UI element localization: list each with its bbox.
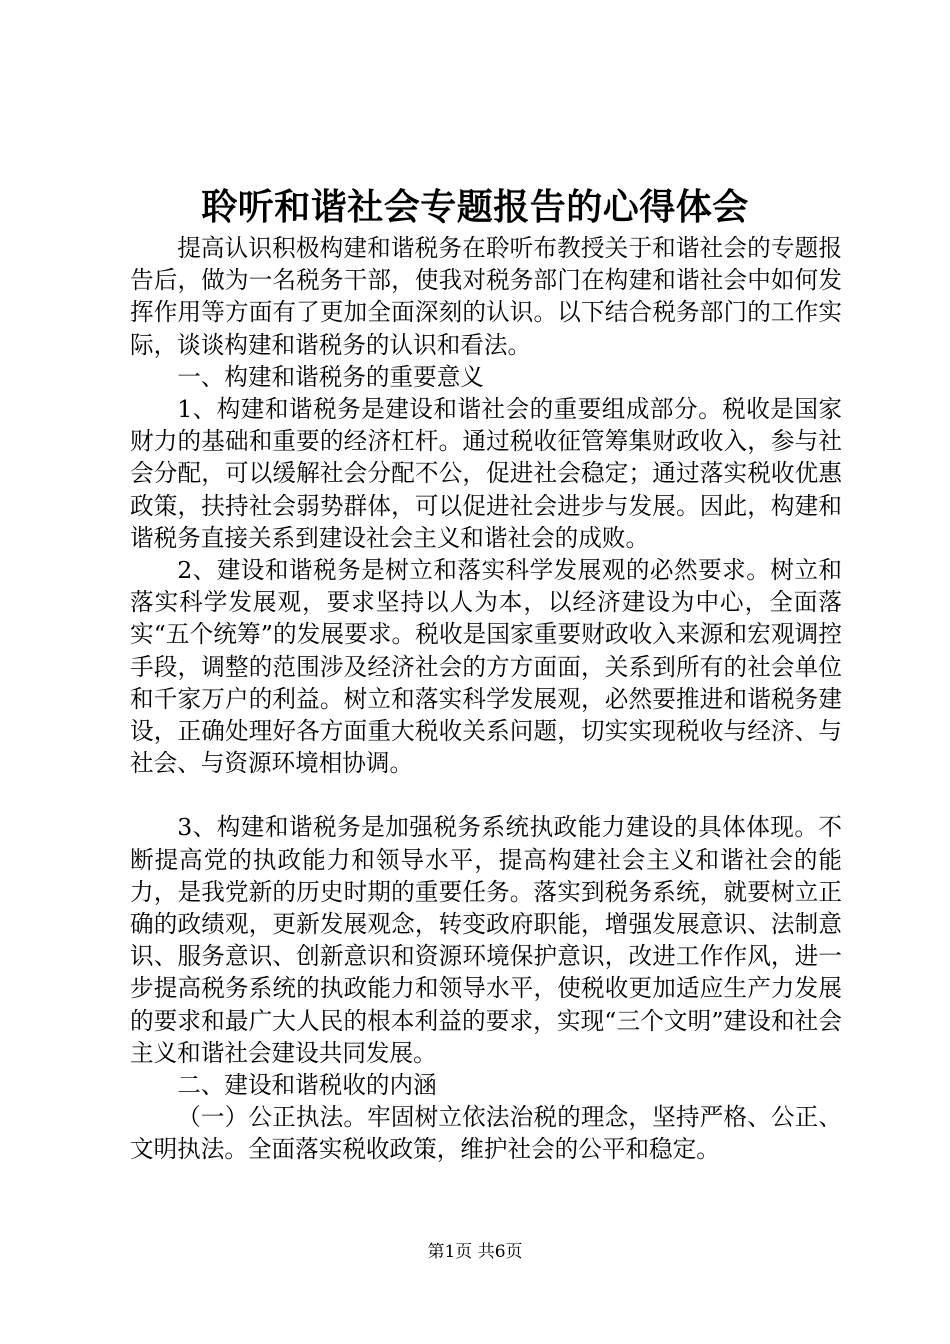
section-heading-1: 一、构建和谐税务的重要意义 [177,362,484,391]
intro-paragraph: 提高认识积极构建和谐税务在聆听布教授关于和谐社会的专题报告后，做为一名税务干部，使我对税务部门在构建和谐社会中如何发挥作用等方面有了更加全面深刻的认识。以下结合税务部门的工作实际，谈谈构建和谐税务的认识和看法。 [130,234,842,359]
paragraph-point-2: 2、建设和谐税务是树立和落实科学发展观的必然要求。树立和落实科学发展观，要求坚持以人为本，以经济建设为中心，全面落实“五个统筹”的发展要求。税收是国家重要财政收入来源和宏观调控手段，调整的范围涉及经济社会的方方面面，关系到所有的社会单位和千家万户的利益。树立和落实科学发展观，必然要推进和谐税务建设，正确处理好各方面重大税收关系问题，切实实现税收与经济、与社会、与资源环境相协调。 [130,556,842,778]
paragraph-point-1: 1、构建和谐税务是建设和谐社会的重要组成部分。税收是国家财力的基础和重要的经济杠杆。通过税收征管筹集财政收入，参与社会分配，可以缓解社会分配不公，促进社会稳定；通过落实税收优惠政策，扶持社会弱势群体，可以促进社会进步与发展。因此，构建和谐税务直接关系到建设社会主义和谐社会的成败。 [130,395,842,552]
paragraph-subpoint-1: （一）公正执法。牢固树立依法治税的理念，坚持严格、公正、文明执法。全面落实税收政策，维护社会的公平和稳定。 [130,1103,842,1164]
paragraph-point-3: 3、构建和谐税务是加强税务系统执政能力建设的具体体现。不断提高党的执政能力和领导水平，提高构建社会主义和谐社会的能力，是我党新的历史时期的重要任务。落实到税务系统，就要树立正确的政绩观，更新发展观念，转变政府职能，增强发展意识、法制意识、服务意识、创新意识和资源环境保护意识，改进工作作风，进一步提高税务系统的执政能力和领导水平，使税收更加适应生产力发展的要求和最广大人民的根本利益的要求，实现“三个文明”建设和社会主义和谐社会建设共同发展。 [130,813,842,1067]
document-title: 聆听和谐社会专题报告的心得体会 [201,186,749,228]
section-heading-2: 二、建设和谐税收的内涵 [177,1071,437,1100]
paragraph-gap [130,779,842,811]
page-footer: 第1页 共6页 [427,1242,523,1262]
document-body [130,232,842,1166]
